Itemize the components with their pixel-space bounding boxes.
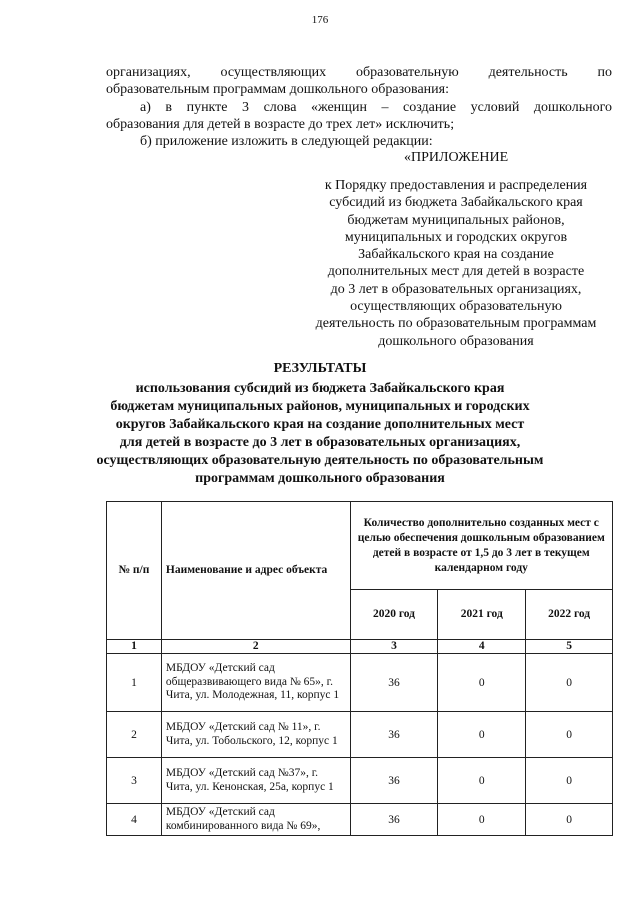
annex-line: бюджетам муниципальных районов, xyxy=(347,212,565,228)
annex-line: субсидий из бюджета Забайкальского края xyxy=(329,195,583,211)
header-2022: 2022 год xyxy=(526,590,613,640)
value-2020: 36 xyxy=(350,804,438,836)
page-number: 176 xyxy=(311,14,329,26)
paragraph-2-line-2: образования для детей в возрасте до трех лет» исключить; xyxy=(106,117,455,132)
header-2020: 2020 год xyxy=(350,590,438,640)
results-subtitle-line: бюджетам муниципальных районов, муниципальных и городских xyxy=(110,399,530,414)
annex-line: к Порядку предоставления и распределения xyxy=(324,178,588,193)
object-name: МБДОУ «Детский сад общеразвивающего вида № 65», г. Чита, ул. Молодежная, 11, корпус 1 xyxy=(161,654,350,712)
column-number: 1 xyxy=(107,640,162,654)
results-subtitle-line: использования субсидий из бюджета Забайкальского края xyxy=(135,381,505,396)
results-title: РЕЗУЛЬТАТЫ xyxy=(273,361,367,376)
results-subtitle-line: для детей в возрасте до 3 лет в образовательных организациях, xyxy=(119,435,521,450)
annex-line: деятельность по образовательным программам xyxy=(315,316,597,332)
annex-line: дополнительных мест для детей в возрасте xyxy=(327,264,585,280)
annex-heading: «ПРИЛОЖЕНИЕ xyxy=(404,150,509,165)
annex-line: дошкольного образования xyxy=(378,333,534,349)
results-subtitle xyxy=(0,380,640,488)
value-2022: 0 xyxy=(526,804,613,836)
value-2022: 0 xyxy=(526,758,613,804)
results-subtitle-line: программам дошкольного образования xyxy=(195,471,445,486)
annex-line: до 3 лет в образовательных организациях, xyxy=(330,281,582,297)
annex-line: Забайкальского края на создание xyxy=(358,247,554,263)
column-number: 5 xyxy=(526,640,613,654)
value-2020: 36 xyxy=(350,654,438,712)
value-2021: 0 xyxy=(438,758,526,804)
paragraph-1-line-1: организациях, осуществляющих образовательную деятельность по xyxy=(106,65,612,80)
results-subtitle-line: осуществляющих образовательную деятельность по образовательным xyxy=(96,453,544,468)
value-2021: 0 xyxy=(438,654,526,712)
column-number-row xyxy=(107,640,613,654)
row-number: 4 xyxy=(107,804,162,836)
header-places: Количество дополнительно созданных мест с целью обеспечения дошкольным образованием детей в возрасте от 1,5 до 3 лет в текущем календарном году xyxy=(350,502,612,590)
header-name: Наименование и адрес объекта xyxy=(161,502,350,640)
row-number: 3 xyxy=(107,758,162,804)
value-2022: 0 xyxy=(526,712,613,758)
results-table xyxy=(106,501,613,836)
annex-line: муниципальных и городских округов xyxy=(344,229,568,245)
paragraph-3: б) приложение изложить в следующей редакции: xyxy=(140,134,433,149)
value-2020: 36 xyxy=(350,712,438,758)
row-number: 1 xyxy=(107,654,162,712)
object-name: МБДОУ «Детский сад № 11», г. Чита, ул. Тобольского, 12, корпус 1 xyxy=(161,712,350,758)
table-row xyxy=(107,654,613,712)
table-row xyxy=(107,712,613,758)
value-2021: 0 xyxy=(438,712,526,758)
column-number: 3 xyxy=(350,640,438,654)
column-number: 4 xyxy=(438,640,526,654)
annex-line: осуществляющих образовательную xyxy=(350,299,562,315)
results-subtitle-line: округов Забайкальского края на создание дополнительных мест xyxy=(115,417,525,432)
object-name: МБДОУ «Детский сад №37», г. Чита, ул. Кенонская, 25а, корпус 1 xyxy=(161,758,350,804)
table-row xyxy=(107,804,613,836)
header-2021: 2021 год xyxy=(438,590,526,640)
object-name: МБДОУ «Детский сад комбинированного вида № 69», xyxy=(161,804,350,836)
annex-description xyxy=(300,177,612,350)
paragraph-1-line-2: образовательным программам дошкольного образования: xyxy=(106,82,449,97)
value-2022: 0 xyxy=(526,654,613,712)
paragraph-2-line-1: а) в пункте 3 слова «женщин – создание условий дошкольного xyxy=(140,100,612,115)
column-number: 2 xyxy=(161,640,350,654)
value-2020: 36 xyxy=(350,758,438,804)
value-2021: 0 xyxy=(438,804,526,836)
table-row xyxy=(107,758,613,804)
header-number: № п/п xyxy=(107,502,162,640)
row-number: 2 xyxy=(107,712,162,758)
